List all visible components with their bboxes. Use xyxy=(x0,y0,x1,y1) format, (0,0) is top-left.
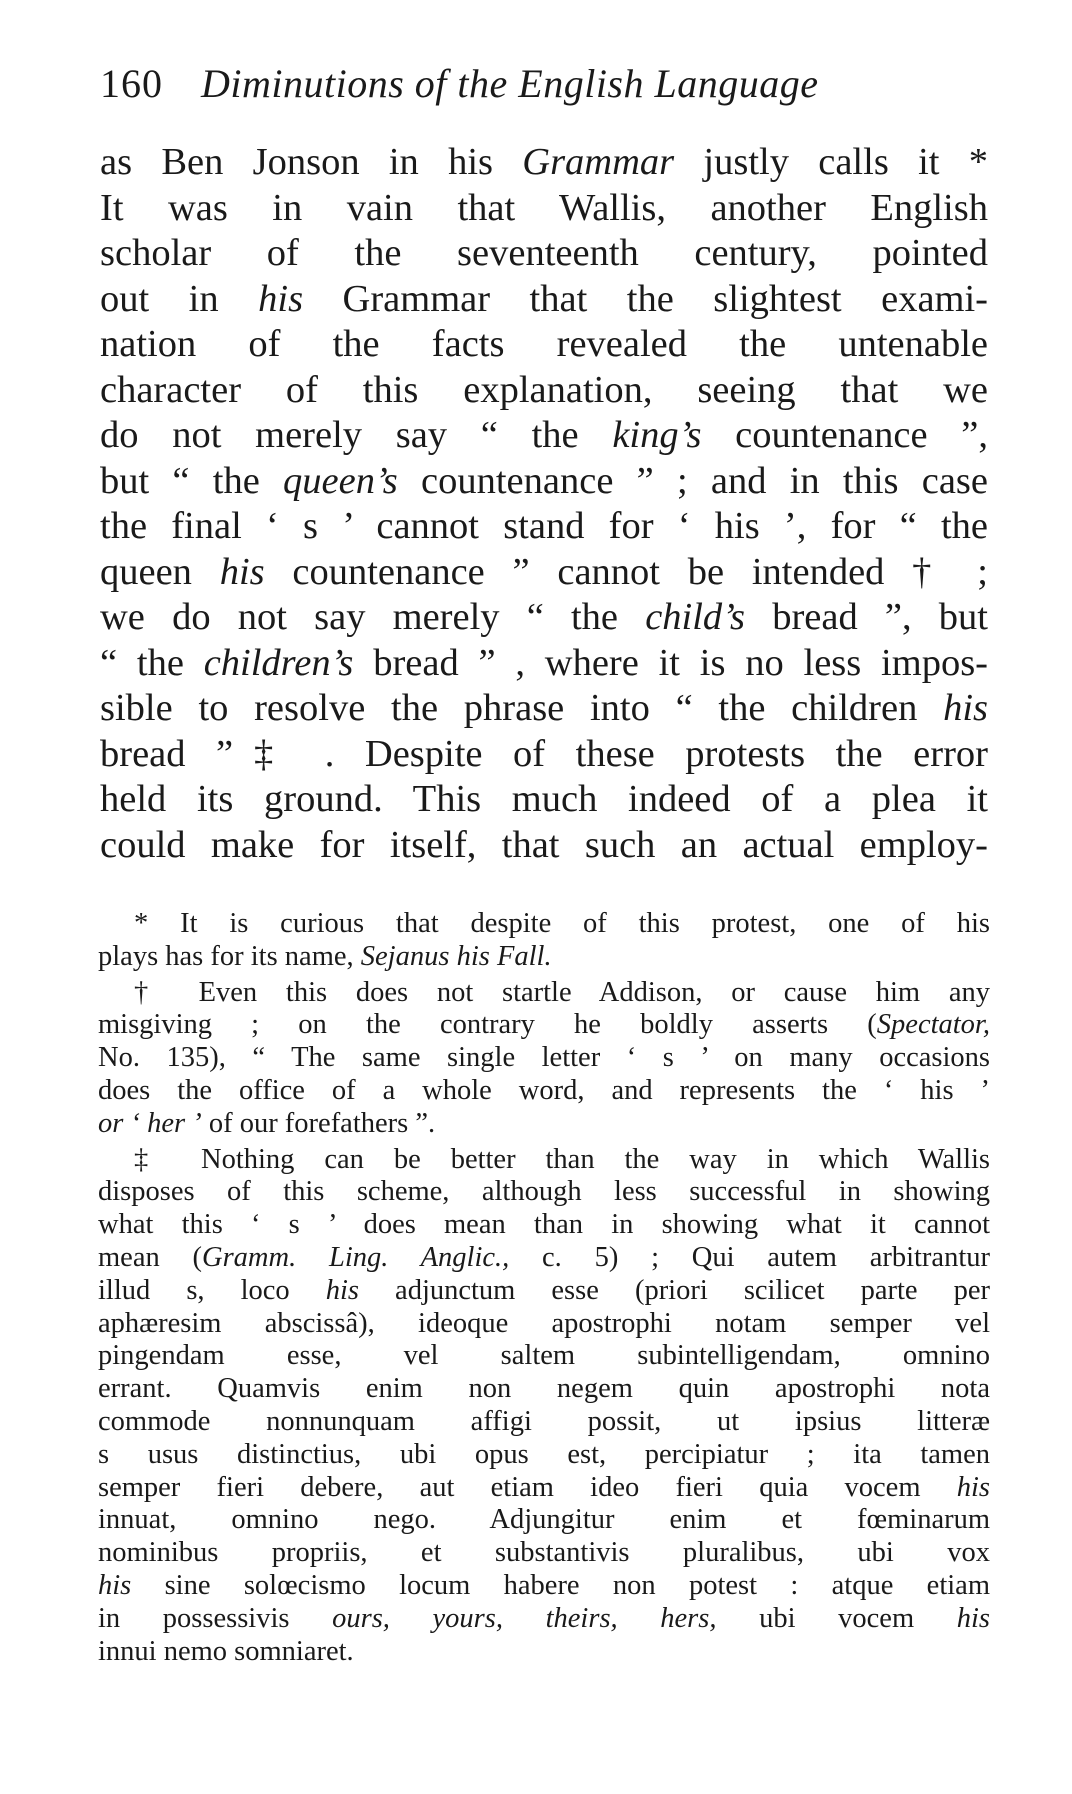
text-segment: as Ben Jonson in his xyxy=(100,141,523,183)
text-segment: in possessivis xyxy=(98,1602,333,1634)
text-segment: countenance ” cannot be intended † ; xyxy=(264,550,988,593)
italic-text: his xyxy=(943,687,988,729)
text-segment: could make for itself, that such an actual employ- xyxy=(100,823,988,866)
footnote-line xyxy=(98,1406,990,1439)
italic-text: ours, yours, theirs, hers, xyxy=(332,1602,717,1634)
text-segment: do not merely say “ the xyxy=(100,414,613,456)
body-line xyxy=(100,231,988,277)
text-segment: commode nonnunquam affigi possit, ut ipsius litteræ xyxy=(98,1405,990,1437)
footnote-line xyxy=(98,1209,990,1242)
footnote-line xyxy=(98,1340,990,1373)
text-segment: * It is curious that despite of this protest, one of his xyxy=(134,908,990,939)
body-line xyxy=(100,686,988,732)
text-segment: Grammar that the slightest exami- xyxy=(303,277,988,320)
running-title: Diminutions of the English Language xyxy=(201,61,819,106)
footnotes-section xyxy=(98,908,990,1668)
text-segment: character of this explanation, seeing that we xyxy=(100,368,988,411)
body-line xyxy=(100,823,988,869)
main-text xyxy=(100,140,988,868)
footnote-line xyxy=(98,1636,990,1669)
italic-text: Sejanus his Fall. xyxy=(360,940,552,972)
body-line xyxy=(100,413,988,459)
text-segment: s usus distinctius, ubi opus est, percipiatur ; ita tamen xyxy=(98,1438,990,1470)
text-segment: held its ground. This much indeed of a plea it xyxy=(100,778,988,820)
footnote-line xyxy=(98,977,990,1010)
body-line xyxy=(100,459,988,505)
text-segment: the final ‘ s ’ cannot stand for ‘ his ’, for “ the xyxy=(100,505,988,547)
footnote-line xyxy=(98,941,990,974)
text-segment: nation of the facts revealed the untenable xyxy=(100,323,988,365)
footnote-2 xyxy=(98,977,990,1141)
footnote-line xyxy=(98,1504,990,1537)
page-number: 160 xyxy=(100,61,163,106)
text-segment: of our forefathers ”. xyxy=(201,1107,436,1139)
text-segment: plays has for its name, xyxy=(98,940,361,972)
footnote-line xyxy=(98,1537,990,1570)
text-segment: scholar of the seventeenth century, pointed xyxy=(100,232,988,274)
body-line xyxy=(100,368,988,414)
text-segment: “ the xyxy=(100,641,204,684)
italic-text: his xyxy=(219,550,265,593)
italic-text: or ‘ her ’ xyxy=(98,1107,202,1139)
page-header xyxy=(100,54,960,114)
text-segment: but “ the xyxy=(100,459,284,502)
text-segment: innui nemo somniaret. xyxy=(98,1635,354,1667)
italic-text: Spectator, xyxy=(876,1009,990,1041)
text-segment: out in xyxy=(100,277,259,320)
text-segment: what this ‘ s ’ does mean than in showing what it cannot xyxy=(98,1209,990,1241)
text-segment: countenance ” ; and in this case xyxy=(397,459,988,502)
italic-text: child’s xyxy=(645,596,746,638)
text-segment: ‡ Nothing can be better than the way in which Wallis xyxy=(134,1143,990,1175)
body-line xyxy=(100,641,988,687)
body-line xyxy=(100,186,988,232)
footnote-line xyxy=(98,1308,990,1341)
footnote-line xyxy=(98,1439,990,1472)
italic-text: his xyxy=(956,1471,990,1503)
footnote-line xyxy=(98,1042,990,1075)
footnote-line xyxy=(98,1242,990,1275)
body-line xyxy=(100,550,988,596)
text-segment: semper fieri debere, aut etiam ideo fieri quia vocem xyxy=(98,1471,957,1503)
text-segment: mean ( xyxy=(98,1241,202,1273)
italic-text: king’s xyxy=(612,414,702,456)
text-segment: innuat, omnino nego. Adjungitur enim et fœminarum xyxy=(98,1504,990,1536)
footnote-line xyxy=(98,1275,990,1308)
body-line xyxy=(100,322,988,368)
footnote-line xyxy=(98,1176,990,1209)
footnote-line xyxy=(98,1603,990,1636)
footnote-line xyxy=(98,1075,990,1108)
body-line xyxy=(100,140,988,186)
footnote-line xyxy=(98,1009,990,1042)
text-segment: justly calls it * xyxy=(674,141,988,183)
text-segment: ubi vocem xyxy=(716,1602,957,1634)
italic-text: Grammar xyxy=(522,141,675,183)
body-line xyxy=(100,595,988,641)
footnote-line xyxy=(98,908,990,941)
text-segment: does the office of a whole word, and represents the ‘ his ’ xyxy=(98,1074,990,1106)
italic-text: his xyxy=(325,1274,359,1306)
italic-text: Gramm. Ling. Anglic., xyxy=(201,1241,510,1273)
text-segment: errant. Quamvis enim non negem quin apostrophi nota xyxy=(98,1373,990,1405)
text-segment: disposes of this scheme, although less successful in showing xyxy=(98,1176,990,1208)
text-segment: bread ”‡ . Despite of these protests the error xyxy=(100,732,988,775)
text-segment: adjunctum esse (priori scilicet parte per xyxy=(358,1274,990,1306)
text-segment: sible to resolve the phrase into “ the children xyxy=(100,687,944,729)
text-segment: bread ”, but xyxy=(745,596,988,638)
footnote-1 xyxy=(98,908,990,974)
footnote-line xyxy=(98,1108,990,1141)
text-segment: pingendam esse, vel saltem subintelligendam, omnino xyxy=(98,1340,990,1372)
text-segment: c. 5) ; Qui autem arbitrantur xyxy=(509,1241,990,1273)
body-line xyxy=(100,777,988,823)
text-segment: countenance ”, xyxy=(701,414,988,456)
body-line xyxy=(100,504,988,550)
footnote-line xyxy=(98,1144,990,1177)
text-segment: misgiving ; on the contrary he boldly asserts ( xyxy=(98,1009,877,1041)
text-segment: we do not say merely “ the xyxy=(100,596,646,638)
footnote-3 xyxy=(98,1144,990,1669)
footnote-line xyxy=(98,1570,990,1603)
footnote-line xyxy=(98,1373,990,1406)
text-segment: illud s, loco xyxy=(98,1274,326,1306)
text-segment: † Even this does not startle Addison, or cause him any xyxy=(134,976,990,1008)
italic-text: his xyxy=(956,1602,990,1634)
italic-text: children’s xyxy=(203,641,354,684)
text-segment: No. 135), “ The same single letter ‘ s ’ on many occasions xyxy=(98,1042,990,1074)
text-segment: queen xyxy=(100,550,220,593)
text-segment: sine solœcismo locum habere non potest : atque etiam xyxy=(131,1569,990,1601)
text-segment: It was in vain that Wallis, another English xyxy=(100,186,988,229)
footnote-line xyxy=(98,1472,990,1505)
text-segment: bread ” , where it is no less impos- xyxy=(353,641,989,684)
text-segment: nominibus propriis, et substantivis pluralibus, ubi vox xyxy=(98,1537,990,1569)
text-segment: aphæresim abscissâ), ideoque apostrophi notam semper vel xyxy=(98,1307,990,1339)
italic-text: his xyxy=(258,277,304,320)
italic-text: his xyxy=(98,1569,132,1601)
italic-text: queen’s xyxy=(283,459,398,502)
body-line xyxy=(100,732,988,778)
body-line xyxy=(100,277,988,323)
